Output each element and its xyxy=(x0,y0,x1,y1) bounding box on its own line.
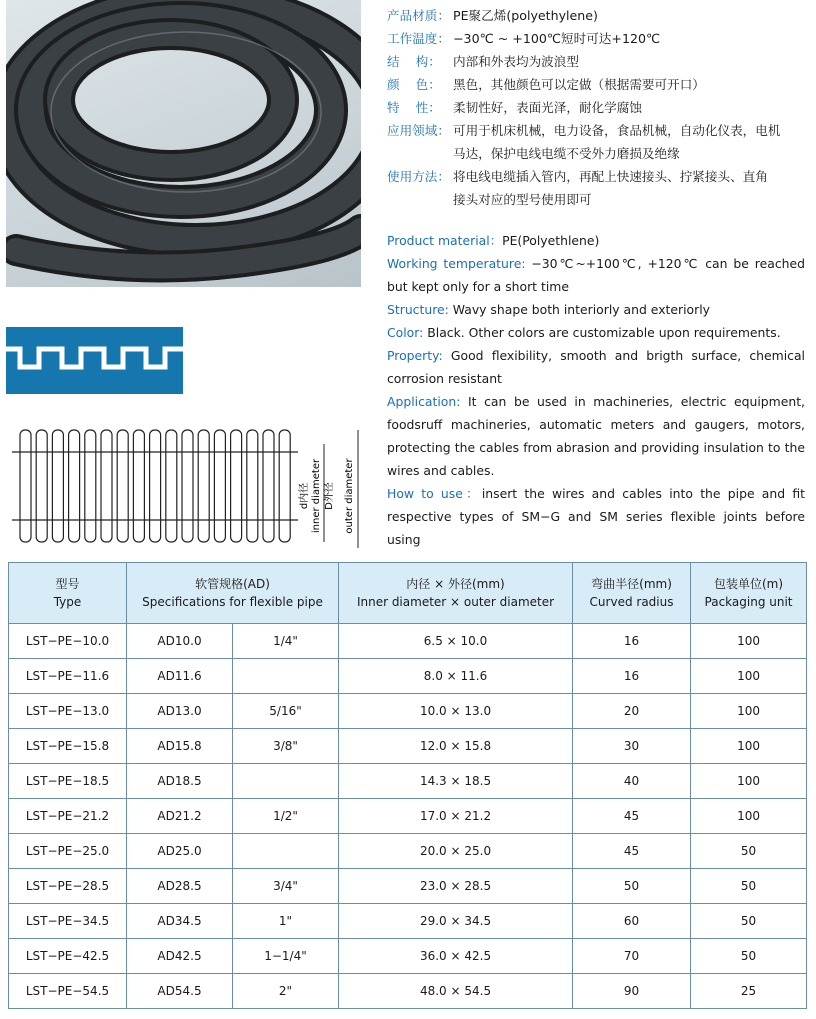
cn-color-value: 黑色，其他颜色可以定做（根据需要可开口） xyxy=(453,77,705,92)
cn-structure-label: 结 构： xyxy=(387,54,441,69)
cell-inch: 1−1/4" xyxy=(233,939,339,974)
cell-ad: AD11.6 xyxy=(127,659,233,694)
header-diameter-en: Inner diameter × outer diameter xyxy=(356,595,555,609)
en-material xyxy=(387,229,805,252)
cell-radius: 16 xyxy=(573,659,691,694)
cell-inch xyxy=(233,834,339,869)
en-application-value: It can be used in machineries, electric equipment, foodsruff machineries, automatic meters and gaugers, motors, protecting the cables from abrasion and providing insulation to the wires and cables. xyxy=(387,394,805,478)
cross-section-diagram xyxy=(6,424,361,549)
specification-table xyxy=(8,562,807,1009)
header-spec-cn: 软管规格(AD) xyxy=(195,577,270,591)
en-structure-label: Structure: xyxy=(387,302,449,317)
chinese-specifications xyxy=(387,4,807,211)
table-row xyxy=(9,624,807,659)
cell-radius: 60 xyxy=(573,904,691,939)
header-spec xyxy=(127,563,339,624)
cell-inch: 2" xyxy=(233,974,339,1009)
cell-inch: 1/2" xyxy=(233,799,339,834)
cell-packaging: 50 xyxy=(691,904,807,939)
en-color-label: Color: xyxy=(387,325,424,340)
header-diameter xyxy=(339,563,573,624)
table-row xyxy=(9,694,807,729)
cell-packaging: 100 xyxy=(691,799,807,834)
cell-diameter: 10.0 × 13.0 xyxy=(339,694,573,729)
en-structure xyxy=(387,298,805,321)
inner-diameter-cn-label: d内径 xyxy=(299,482,310,510)
cell-inch: 3/8" xyxy=(233,729,339,764)
header-type xyxy=(9,563,127,624)
cell-ad: AD42.5 xyxy=(127,939,233,974)
header-radius xyxy=(573,563,691,624)
cn-property-label: 特 性： xyxy=(387,100,441,115)
header-type-cn: 型号 xyxy=(55,577,80,591)
en-color xyxy=(387,321,805,344)
cell-packaging: 50 xyxy=(691,869,807,904)
outer-diameter-cn-label: D外径 xyxy=(324,482,335,510)
cell-type: LST−PE−28.5 xyxy=(9,869,127,904)
cell-inch: 5/16" xyxy=(233,694,339,729)
cn-usage-row xyxy=(387,165,807,188)
cell-packaging: 100 xyxy=(691,624,807,659)
cell-packaging: 50 xyxy=(691,834,807,869)
cn-structure-row xyxy=(387,50,807,73)
cell-type: LST−PE−21.2 xyxy=(9,799,127,834)
cell-packaging: 50 xyxy=(691,939,807,974)
cell-radius: 50 xyxy=(573,869,691,904)
cell-radius: 40 xyxy=(573,764,691,799)
header-type-en: Type xyxy=(53,595,82,609)
cn-application-label: 应用领域： xyxy=(387,123,450,138)
cell-ad: AD18.5 xyxy=(127,764,233,799)
cell-inch: 1" xyxy=(233,904,339,939)
en-property-label: Property: xyxy=(387,348,443,363)
cn-material-label: 产品材质： xyxy=(387,8,450,23)
cn-application-value: 可用于机床机械，电力设备，食品机械，自动化仪表，电机 xyxy=(453,123,781,138)
cell-ad: AD21.2 xyxy=(127,799,233,834)
english-specifications xyxy=(387,229,805,551)
cell-inch: 3/4" xyxy=(233,869,339,904)
cell-packaging: 25 xyxy=(691,974,807,1009)
table-row xyxy=(9,764,807,799)
cell-diameter: 12.0 × 15.8 xyxy=(339,729,573,764)
cn-structure-value: 内部和外表均为波浪型 xyxy=(453,54,579,69)
cn-application-row xyxy=(387,119,807,142)
en-property xyxy=(387,344,805,390)
cell-diameter: 23.0 × 28.5 xyxy=(339,869,573,904)
table-row xyxy=(9,659,807,694)
en-temp-label: Working temperature: xyxy=(387,256,526,271)
cn-application-continued: 马达，保护电线电缆不受外力磨损及绝缘 xyxy=(453,146,680,161)
cell-type: LST−PE−34.5 xyxy=(9,904,127,939)
cell-ad: AD34.5 xyxy=(127,904,233,939)
en-usage-value: insert the wires and cables into the pipe and fit respective types of SM−G and SM series flexible joints before using xyxy=(387,486,805,547)
table-row xyxy=(9,904,807,939)
cell-packaging: 100 xyxy=(691,729,807,764)
cell-diameter: 36.0 × 42.5 xyxy=(339,939,573,974)
cell-inch xyxy=(233,764,339,799)
cn-color-row xyxy=(387,73,807,96)
cell-diameter: 20.0 × 25.0 xyxy=(339,834,573,869)
cell-diameter: 17.0 × 21.2 xyxy=(339,799,573,834)
cell-type: LST−PE−10.0 xyxy=(9,624,127,659)
cn-temp-label: 工作温度： xyxy=(387,31,450,46)
cell-type: LST−PE−11.6 xyxy=(9,659,127,694)
cell-radius: 30 xyxy=(573,729,691,764)
cell-inch xyxy=(233,659,339,694)
header-diameter-cn: 内径 × 外径(mm) xyxy=(406,577,505,591)
cell-diameter: 48.0 × 54.5 xyxy=(339,974,573,1009)
cell-radius: 70 xyxy=(573,939,691,974)
cell-packaging: 100 xyxy=(691,694,807,729)
header-radius-en: Curved radius xyxy=(589,595,674,609)
cn-material-row xyxy=(387,4,807,27)
header-radius-cn: 弯曲半径(mm) xyxy=(591,577,672,591)
specification-table-container xyxy=(8,562,806,1009)
cn-usage-label: 使用方法： xyxy=(387,169,450,184)
cell-diameter: 29.0 × 34.5 xyxy=(339,904,573,939)
en-material-value: PE(Polyethlene) xyxy=(502,233,600,248)
cell-diameter: 8.0 × 11.6 xyxy=(339,659,573,694)
cn-usage-value: 将电线电缆插入管内，再配上快速接头、拧紧接头、直角 xyxy=(453,169,768,184)
cell-radius: 16 xyxy=(573,624,691,659)
header-packaging xyxy=(691,563,807,624)
cell-ad: AD54.5 xyxy=(127,974,233,1009)
en-temp xyxy=(387,252,805,298)
table-row xyxy=(9,729,807,764)
cn-property-value: 柔韧性好，表面光泽，耐化学腐蚀 xyxy=(453,100,642,115)
cell-ad: AD15.8 xyxy=(127,729,233,764)
cell-ad: AD13.0 xyxy=(127,694,233,729)
table-row xyxy=(9,799,807,834)
en-usage xyxy=(387,482,805,551)
table-header-row xyxy=(9,563,807,624)
inner-diameter-en-label: inner diameter xyxy=(311,458,322,534)
en-usage-label: How to use： xyxy=(387,486,482,501)
cell-ad: AD10.0 xyxy=(127,624,233,659)
outer-diameter-en-label: outer diameter xyxy=(344,458,355,534)
wave-profile-graphic xyxy=(6,327,183,394)
table-row xyxy=(9,869,807,904)
cell-type: LST−PE−25.0 xyxy=(9,834,127,869)
cn-property-row xyxy=(387,96,807,119)
header-spec-en: Specifications for flexible pipe xyxy=(142,595,323,609)
cell-type: LST−PE−54.5 xyxy=(9,974,127,1009)
cell-type: LST−PE−15.8 xyxy=(9,729,127,764)
table-row xyxy=(9,834,807,869)
table-body xyxy=(9,624,807,1009)
cn-usage-continued: 接头对应的型号使用即可 xyxy=(453,192,592,207)
cell-packaging: 100 xyxy=(691,659,807,694)
table-row xyxy=(9,939,807,974)
en-material-label: Product material： xyxy=(387,233,503,248)
product-photo xyxy=(6,0,361,287)
coiled-hose-image xyxy=(6,0,361,287)
cell-ad: AD25.0 xyxy=(127,834,233,869)
cell-radius: 45 xyxy=(573,799,691,834)
table-row xyxy=(9,974,807,1009)
cell-type: LST−PE−13.0 xyxy=(9,694,127,729)
cn-color-label: 颜 色： xyxy=(387,77,441,92)
en-application-label: Application: xyxy=(387,394,461,409)
cell-type: LST−PE−18.5 xyxy=(9,764,127,799)
en-color-value: Black. Other colors are customizable upon requirements. xyxy=(423,325,781,340)
cn-material-value: PE聚乙烯(polyethylene) xyxy=(453,8,598,23)
cn-temp-value: −30℃ ~ +100℃短时可达+120℃ xyxy=(453,31,661,46)
cell-diameter: 14.3 × 18.5 xyxy=(339,764,573,799)
cn-temp-row xyxy=(387,27,807,50)
cell-packaging: 100 xyxy=(691,764,807,799)
header-packaging-en: Packaging unit xyxy=(704,595,793,609)
cell-inch: 1/4" xyxy=(233,624,339,659)
en-structure-value: Wavy shape both interiorly and exteriorly xyxy=(448,302,711,317)
cell-radius: 45 xyxy=(573,834,691,869)
cell-ad: AD28.5 xyxy=(127,869,233,904)
cell-radius: 20 xyxy=(573,694,691,729)
en-temp-value: −30℃~+100℃, +120℃ can be reached but kept only for a short time xyxy=(387,256,805,294)
cell-diameter: 6.5 × 10.0 xyxy=(339,624,573,659)
header-packaging-cn: 包装单位(m) xyxy=(713,577,784,591)
en-property-value: Good flexibility, smooth and brigth surface, chemical corrosion resistant xyxy=(387,348,805,386)
cell-radius: 90 xyxy=(573,974,691,1009)
cell-type: LST−PE−42.5 xyxy=(9,939,127,974)
en-application xyxy=(387,390,805,482)
